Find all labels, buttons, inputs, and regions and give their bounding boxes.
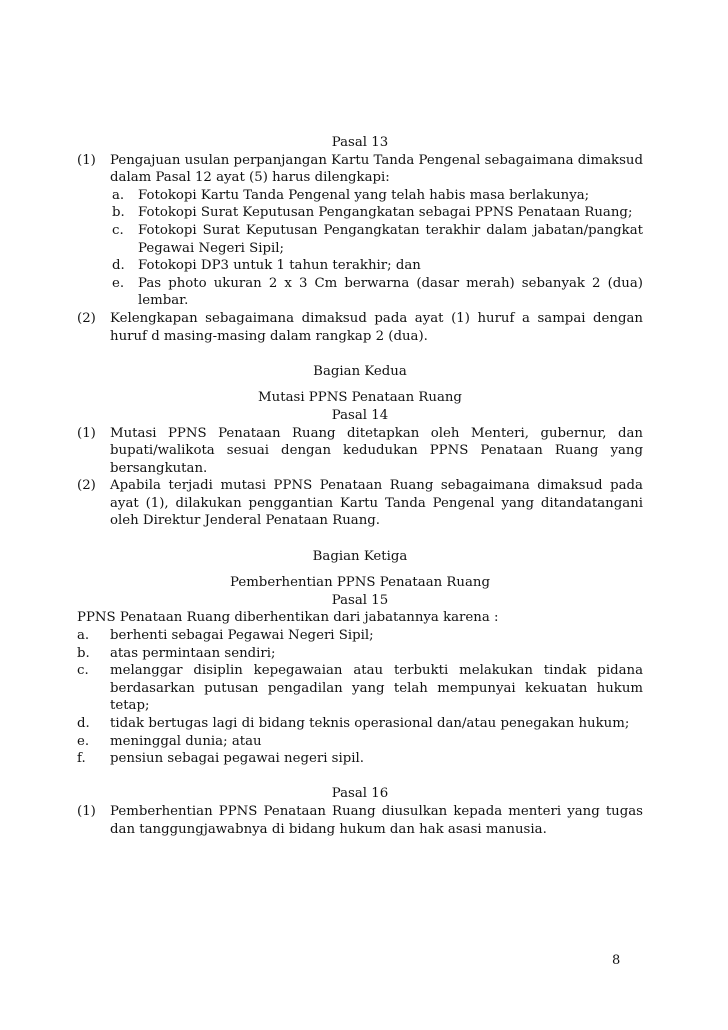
- ayat-text: Apabila terjadi mutasi PPNS Penataan Ruang sebagaimana dimaksud pada ayat (1), dilakukan penggantian Kartu Tanda Pengenal yang ditandatangani oleh Direktur Jenderal Penataan Ruang.: [110, 478, 643, 529]
- pasal-16-ayat-1: [77, 803, 643, 838]
- list-item-f: [77, 750, 643, 768]
- sub-text: Fotokopi Kartu Tanda Pengenal yang telah habis masa berlakunya;: [138, 187, 590, 203]
- pasal-14-ayat-2: [77, 477, 643, 530]
- sub-letter: d.: [112, 258, 125, 274]
- list-letter: e.: [77, 733, 90, 749]
- ayat-text: Mutasi PPNS Penataan Ruang ditetapkan oleh Menteri, gubernur, dan bupati/walikota sesuai dengan kedudukan PPNS Penataan Ruang yang bersangkutan.: [110, 425, 643, 476]
- sub-text: Fotokopi Surat Keputusan Pengangkatan terakhir dalam jabatan/pangkat Pegawai Negeri Sipil;: [138, 222, 643, 256]
- ayat-text: Pemberhentian PPNS Penataan Ruang diusulkan kepada menteri yang tugas dan tanggungjawabnya di bidang hukum dan hak asasi manusia.: [110, 803, 643, 837]
- pasal-15-heading: Pasal 15: [331, 592, 389, 608]
- list-letter: c.: [77, 663, 89, 679]
- ayat-number: (1): [77, 803, 96, 819]
- sub-item-a: [110, 187, 643, 205]
- list-letter: a.: [77, 628, 90, 644]
- list-letter: d.: [77, 716, 90, 731]
- ayat-number: (2): [77, 478, 96, 494]
- bagian-kedua-title: Bagian Kedua: [313, 363, 407, 379]
- ayat-number: (1): [77, 425, 96, 441]
- list-item-e: [77, 733, 643, 751]
- list-item-d: [77, 715, 643, 733]
- list-item-c: [77, 662, 643, 715]
- list-text: berhenti sebagai Pegawai Negeri Sipil;: [110, 628, 374, 644]
- pasal-13-heading: Pasal 13: [331, 135, 389, 150]
- sub-text: Fotokopi Surat Keputusan Pengangkatan sebagai PPNS Penataan Ruang;: [138, 205, 633, 221]
- pasal-13-ayat-2: [77, 310, 643, 345]
- list-text: meninggal dunia; atau: [110, 733, 262, 749]
- sub-item-d: [110, 257, 643, 275]
- sub-item-b: [110, 204, 643, 222]
- list-letter: f.: [77, 751, 86, 767]
- list-text: pensiun sebagai pegawai negeri sipil.: [110, 751, 365, 767]
- pasal-16-heading: Pasal 16: [331, 786, 389, 802]
- sub-item-c: [110, 222, 643, 257]
- ayat-number: (2): [77, 310, 96, 326]
- sub-letter: e.: [112, 275, 125, 291]
- sub-letter: c.: [112, 222, 124, 238]
- list-text: atas permintaan sendiri;: [110, 645, 276, 661]
- list-text: tidak bertugas lagi di bidang teknis operasional dan/atau penegakan hukum;: [110, 716, 630, 731]
- pasal-15-intro: PPNS Penataan Ruang diberhentikan dari jabatannya karena :: [77, 610, 499, 626]
- list-item-a: [77, 627, 643, 645]
- ayat-number: (1): [77, 152, 96, 168]
- pasal-14-ayat-1: [77, 425, 643, 478]
- bagian-ketiga-title: Bagian Ketiga: [312, 548, 408, 564]
- page-content: [77, 134, 643, 838]
- sub-text: Fotokopi DP3 untuk 1 tahun terakhir; dan: [138, 258, 421, 274]
- sub-item-e: [110, 275, 643, 310]
- sub-letter: b.: [112, 205, 125, 221]
- list-text: melanggar disiplin kepegawaian atau terbukti melakukan tindak pidana berdasarkan putusan pengadilan yang telah mempunyai kekuatan hukum tetap;: [110, 663, 643, 714]
- sub-text: Pas photo ukuran 2 x 3 Cm berwarna (dasar merah) sebanyak 2 (dua) lembar.: [138, 275, 643, 309]
- bagian-kedua-subtitle: Mutasi PPNS Penataan Ruang: [258, 390, 462, 406]
- list-letter: b.: [77, 645, 90, 661]
- bagian-ketiga-subtitle: Pemberhentian PPNS Penataan Ruang: [229, 575, 491, 591]
- list-item-b: [77, 645, 643, 663]
- sub-letter: a.: [112, 187, 125, 203]
- page-number: 8: [612, 953, 621, 968]
- ayat-text: Pengajuan usulan perpanjangan Kartu Tanda Pengenal sebagaimana dimaksud dalam Pasal 12 ayat (5) harus dilengkapi:: [110, 152, 643, 186]
- pasal-13-ayat-1: [77, 152, 643, 187]
- pasal-14-heading: Pasal 14: [331, 407, 389, 423]
- ayat-text: Kelengkapan sebagaimana dimaksud pada ayat (1) huruf a sampai dengan huruf d masing-masing dalam rangkap 2 (dua).: [110, 310, 643, 344]
